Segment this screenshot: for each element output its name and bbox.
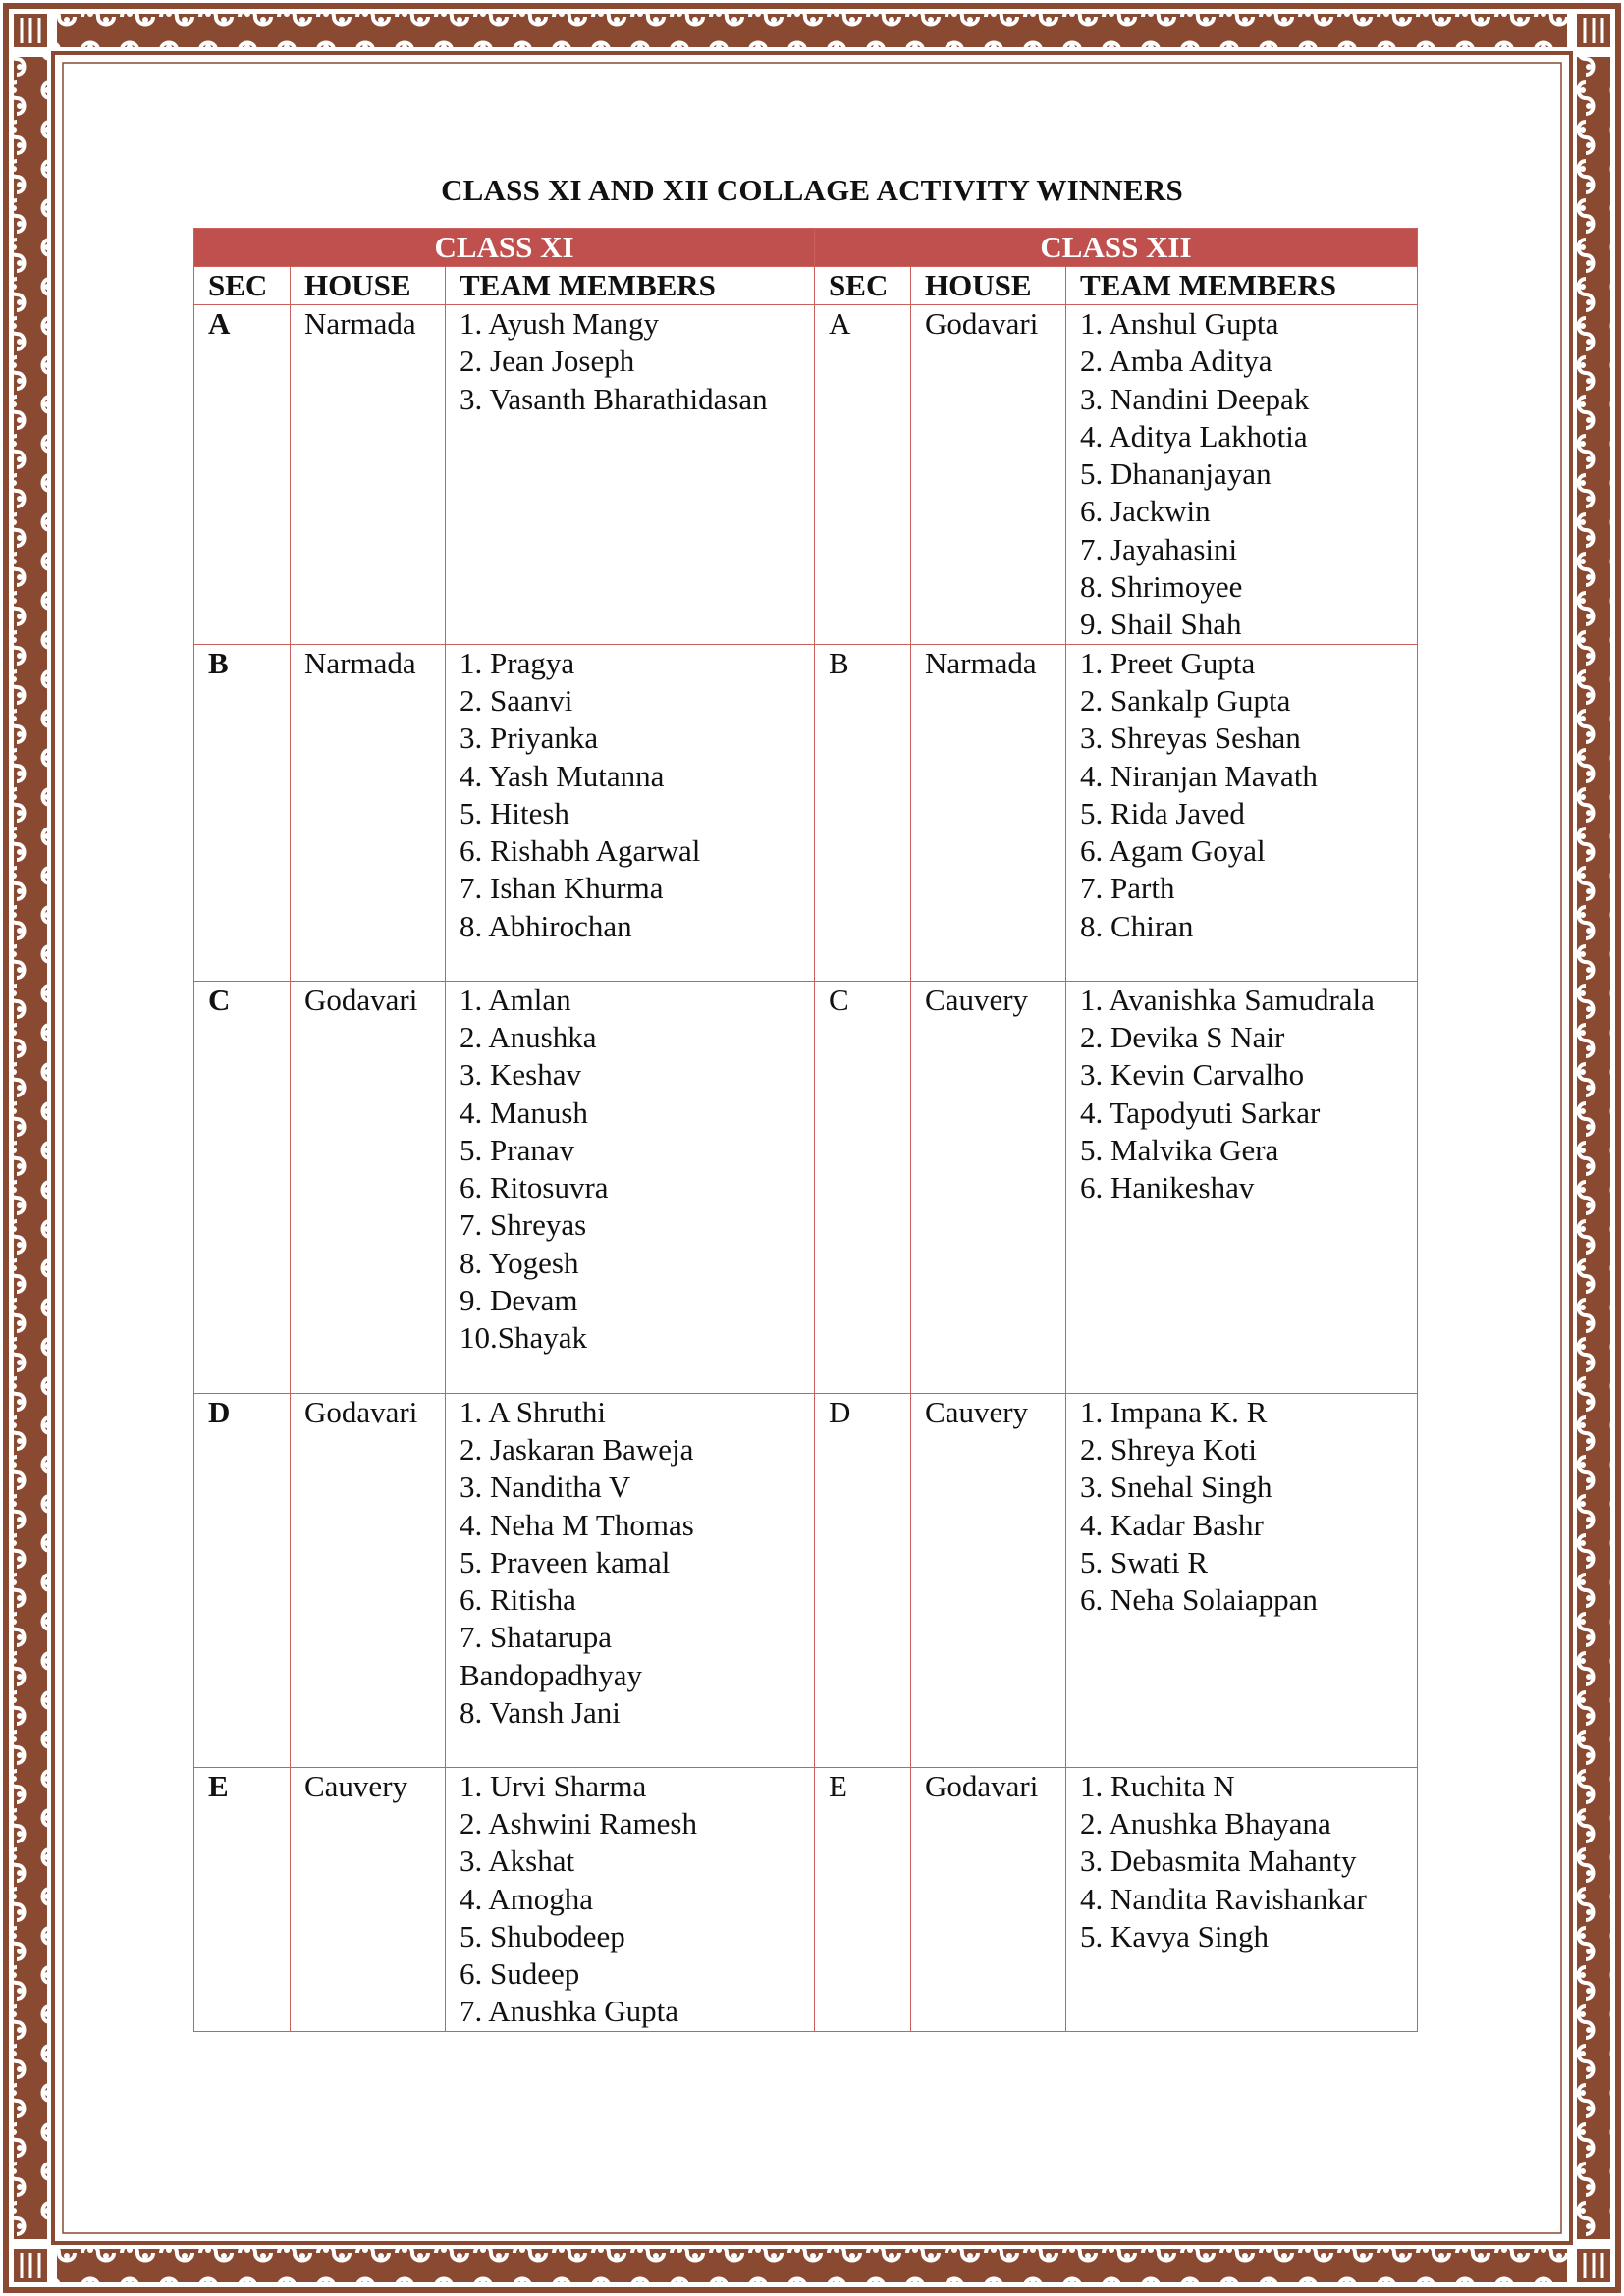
team-member: 1. Anshul Gupta [1080,306,1279,341]
team-member: 3. Snehal Singh [1080,1469,1272,1505]
team-members-cell [1066,305,1418,645]
team-member: 2. Jean Joseph [460,344,635,379]
house-cell: Cauvery [291,1767,446,2031]
team-member: 5. Dhananjayan [1080,456,1272,492]
team-member: 1. Pragya [460,645,575,680]
team-members-cell [1066,1767,1418,2031]
team-member: 2. Anushka Bhayana [1080,1805,1331,1841]
team-member: 2. Jaskaran Baweja [460,1431,694,1467]
house-cell: Godavari [291,981,446,1393]
team-member: 9. Devam [460,1283,578,1318]
team-member: 4. Neha M Thomas [460,1507,694,1542]
team-member: 8. Yogesh [460,1245,579,1280]
team-member: 3. Keshav [460,1057,581,1093]
team-member: 3. Nanditha V [460,1469,631,1505]
team-member: 6. Rishabh Agarwal [460,833,701,869]
team-members-cell [446,644,815,981]
team-member: 5. Rida Javed [1080,795,1245,830]
house-cell: Godavari [911,1767,1066,2031]
house-cell: Godavari [291,1393,446,1767]
team-member: 5. Kavya Singh [1080,1918,1270,1953]
team-member: 4. Manush [460,1095,588,1130]
team-member: 1. Ruchita N [1080,1768,1235,1803]
team-member: 7. Jayahasini [1080,531,1238,566]
column-header-house: HOUSE [291,267,446,305]
team-member: 8. Shrimoyee [1080,569,1243,605]
team-member: 5. Malvika Gera [1080,1132,1279,1167]
team-members-cell [446,305,815,645]
team-member: 4. Niranjan Mavath [1080,758,1318,793]
column-header-house: HOUSE [911,267,1066,305]
team-member: 7. Shatarupa [460,1620,612,1655]
team-member: 10.Shayak [460,1320,588,1356]
team-member: 1. Preet Gupta [1080,645,1256,680]
team-member: 2. Sankalp Gupta [1080,682,1291,718]
team-member: 6. Ritisha [460,1582,576,1618]
team-member: 6. Hanikeshav [1080,1170,1255,1205]
section-cell: B [815,644,911,981]
section-cell: D [815,1393,911,1767]
team-member: 4. Aditya Lakhotia [1080,418,1308,454]
section-cell: A [194,305,291,645]
section-cell: E [815,1767,911,2031]
team-member: 3. Priyanka [460,721,599,756]
team-member: 2. Devika S Nair [1080,1019,1285,1054]
team-member: 6. Jackwin [1080,494,1211,529]
team-member: 6. Ritosuvra [460,1170,609,1205]
team-members-cell [1066,644,1418,981]
house-cell: Cauvery [911,981,1066,1393]
team-member: 5. Swati R [1080,1544,1209,1579]
column-header-sec: SEC [194,267,291,305]
page-title: CLASS XI AND XII COLLAGE ACTIVITY WINNERS [441,173,1183,207]
team-member: 7. Anushka Gupta [460,1994,679,2029]
class-xii-header: CLASS XII [815,229,1418,267]
section-cell: E [194,1767,291,2031]
team-member: 6. Agam Goyal [1080,833,1266,869]
table-body [194,305,1418,2032]
team-members-cell [446,1767,815,2031]
team-member: 4. Tapodyuti Sarkar [1080,1095,1321,1130]
team-member: 1. Ayush Mangy [460,306,659,341]
team-member: 2. Shreya Koti [1080,1431,1257,1467]
team-member: 7. Ishan Khurma [460,871,664,906]
team-member: 5. Hitesh [460,795,569,830]
section-cell: D [194,1393,291,1767]
team-member: 3. Nandini Deepak [1080,381,1310,416]
team-member: 8. Chiran [1080,908,1194,943]
team-member: 1. Impana K. R [1080,1394,1268,1429]
house-cell: Narmada [291,305,446,645]
team-member: 2. Anushka [460,1019,597,1054]
team-member: 6. Neha Solaiappan [1080,1582,1318,1618]
team-member: 5. Pranav [460,1132,575,1167]
table-row [194,1767,1418,2031]
team-members-cell [446,981,815,1393]
team-member: 7. Parth [1080,871,1175,906]
table-row [194,1393,1418,1767]
class-xi-header: CLASS XI [194,229,815,267]
team-members-cell [1066,981,1418,1393]
team-member: 7. Shreyas [460,1207,587,1243]
team-member: 3. Vasanth Bharathidasan [460,381,768,416]
house-cell: Godavari [911,305,1066,645]
team-member: 1. Urvi Sharma [460,1768,647,1803]
team-members-cell [1066,1393,1418,1767]
winners-table [193,228,1418,2032]
house-cell: Narmada [291,644,446,981]
house-cell: Cauvery [911,1393,1066,1767]
team-member: 1. Amlan [460,982,571,1017]
team-member: 3. Debasmita Mahanty [1080,1843,1357,1879]
team-member: 4. Nandita Ravishankar [1080,1881,1367,1916]
table-row [194,644,1418,981]
team-member: 3. Shreyas Seshan [1080,721,1301,756]
team-members-cell [446,1393,815,1767]
section-cell: C [815,981,911,1393]
team-member: 2. Amba Aditya [1080,344,1272,379]
column-header-sec: SEC [815,267,911,305]
team-member: 8. Abhirochan [460,908,632,943]
team-member: 3. Kevin Carvalho [1080,1057,1305,1093]
team-member: 6. Sudeep [460,1956,580,1992]
column-header-team-members: TEAM MEMBERS [446,267,815,305]
section-cell: C [194,981,291,1393]
team-member: 9. Shail Shah [1080,607,1242,642]
team-member: 2. Saanvi [460,682,573,718]
table-row [194,981,1418,1393]
team-member: 1. Avanishka Samudrala [1080,982,1375,1017]
house-cell: Narmada [911,644,1066,981]
class-header-row [194,229,1418,267]
team-member: 2. Ashwini Ramesh [460,1805,697,1841]
team-member: 8. Vansh Jani [460,1695,621,1731]
team-member: Bandopadhyay [460,1657,642,1692]
column-header-row [194,267,1418,305]
team-member: 5. Praveen kamal [460,1544,671,1579]
team-member: 5. Shubodeep [460,1918,625,1953]
section-cell: B [194,644,291,981]
section-cell: A [815,305,911,645]
table-row [194,305,1418,645]
team-member: 3. Akshat [460,1843,575,1879]
column-header-team-members: TEAM MEMBERS [1066,267,1418,305]
team-member: 4. Amogha [460,1881,594,1916]
team-member: 4. Yash Mutanna [460,758,665,793]
team-member: 1. A Shruthi [460,1394,607,1429]
team-member: 4. Kadar Bashr [1080,1507,1264,1542]
